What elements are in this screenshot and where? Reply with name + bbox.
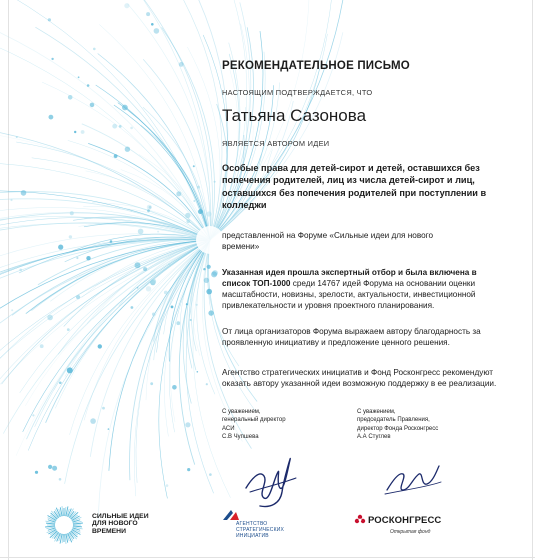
burst-dot	[193, 200, 195, 202]
burst-dot	[172, 385, 177, 390]
signatory-line: председатель Правления,	[357, 417, 430, 424]
forum-logo-line: СИЛЬНЫЕ ИДЕИ	[92, 513, 149, 520]
burst-dot	[186, 303, 188, 305]
expert-rest-text: среди 14767 идей Форума на основании оценки масштабности, новизны, зрелости, актуальности, инвестиционной привлекательности и уровня проектного планирования.	[222, 279, 476, 310]
burst-dot	[185, 213, 190, 218]
burst-dot	[51, 58, 53, 60]
burst-dot	[10, 199, 12, 201]
burst-dot	[21, 190, 27, 196]
burst-dot	[69, 235, 72, 238]
burst-dot	[204, 278, 209, 283]
burst-dot	[150, 382, 153, 385]
burst-dot	[130, 127, 133, 130]
burst-dot	[90, 103, 95, 108]
burst-dot	[208, 310, 213, 315]
agency-logo-line: АГЕНТСТВО	[236, 521, 268, 527]
burst-dot	[102, 407, 105, 410]
burst-dot	[147, 209, 150, 212]
burst-dot	[90, 418, 96, 424]
burst-dot	[203, 268, 205, 270]
burst-dot	[154, 28, 160, 34]
forum-logo-text	[92, 513, 172, 535]
agency-logo	[222, 508, 332, 548]
burst-dot	[119, 125, 122, 128]
burst-dot	[108, 428, 110, 430]
roscongress-subtitle: Открытая фонд	[390, 529, 431, 535]
burst-dot	[197, 371, 199, 373]
expert-paragraph	[222, 267, 492, 311]
burst-dot	[78, 76, 80, 78]
thanks-paragraph: От лица организаторов Форума выражаем автору благодарность за проявленную инициативу и предложение ценного решения.	[222, 327, 481, 347]
burst-dot	[168, 263, 170, 265]
burst-dot	[98, 344, 102, 348]
burst-dot	[131, 210, 133, 212]
burst-dot	[81, 130, 85, 134]
roscongress-flower-icon	[354, 514, 366, 526]
burst-dot	[137, 287, 139, 289]
letter-title: РЕКОМЕНДАТЕЛЬНОЕ ПИСЬМО	[222, 60, 410, 72]
burst-dot	[49, 115, 54, 120]
burst-dot	[40, 344, 44, 348]
burst-dot	[16, 136, 18, 138]
burst-dot	[206, 289, 212, 295]
forum-ring-icon	[44, 505, 84, 545]
burst-ray	[3, 240, 210, 434]
agency-logo-line: ИНИЦИАТИВ	[236, 532, 269, 539]
signatory-line: С уважением,	[357, 409, 396, 415]
burst-dot	[48, 465, 52, 469]
burst-dot	[125, 147, 130, 152]
burst-dot	[209, 473, 212, 476]
signatory-line: А.А Стуглев	[357, 434, 391, 441]
burst-ray	[0, 35, 210, 240]
burst-dot	[70, 211, 74, 215]
burst-dot	[214, 181, 216, 183]
burst-dot	[76, 257, 78, 259]
burst-dot	[19, 269, 22, 272]
burst-dot	[35, 471, 38, 474]
burst-ray	[136, 240, 210, 483]
roscongress-logo	[354, 514, 484, 544]
burst-dot	[86, 256, 90, 260]
burst-dot	[206, 383, 208, 385]
burst-dot	[32, 414, 34, 416]
burst-dot	[186, 219, 190, 223]
burst-dot	[206, 211, 211, 216]
burst-dot	[166, 484, 169, 487]
burst-dot	[131, 306, 134, 309]
burst-dot	[176, 321, 180, 325]
burst-dot	[146, 12, 150, 16]
signatory-line: С.В Чупшева	[222, 434, 259, 441]
burst-dot	[138, 229, 144, 235]
burst-dot	[124, 3, 129, 8]
burst-ray	[0, 239, 210, 311]
burst-dot	[87, 84, 90, 87]
signatory-line: АСИ	[222, 425, 235, 432]
person-name: Татьяна Сазонова	[222, 106, 367, 125]
burst-dot	[74, 131, 76, 133]
burst-ray	[16, 142, 210, 240]
forum-logo-line: ДЛЯ НОВОГО	[92, 520, 138, 528]
roscongress-name: РОСКОНГРЕСС	[368, 515, 442, 526]
burst-ray	[104, 0, 210, 240]
burst-dot	[122, 105, 128, 111]
burst-dot	[11, 309, 13, 311]
burst-ray	[0, 199, 210, 240]
burst-dot	[67, 328, 70, 331]
burst-dot	[47, 315, 53, 321]
burst-dot	[93, 48, 96, 51]
signatory-asi	[222, 408, 352, 442]
forum-logo	[44, 505, 184, 550]
agency-logo-line: СТРАТЕГИЧЕСКИХ	[236, 526, 285, 533]
burst-dot	[187, 468, 190, 471]
burst-dot	[151, 23, 154, 26]
burst-dot	[152, 313, 155, 316]
burst-dot	[59, 382, 62, 385]
burst-dot	[196, 304, 198, 306]
burst-dot	[143, 267, 147, 271]
agency-arrow-icon	[222, 508, 240, 522]
burst-dot	[52, 466, 57, 471]
burst-dot	[198, 209, 203, 214]
burst-dot	[147, 205, 152, 210]
burst-dot	[211, 271, 217, 277]
burst-dot	[190, 319, 192, 321]
burst-dot	[185, 422, 190, 427]
forum-logo-line: ВРЕМЕНИ	[92, 527, 126, 535]
burst-dot	[67, 367, 73, 373]
author-text: ЯВЛЯЕТСЯ АВТОРОМ ИДЕИ	[222, 139, 330, 148]
idea-title: Особые права для детей-сирот и детей, оставшихся без попечения родителей, лиц из числа детей-сирот и лиц, оставшихся без попечения родителей при поступлении в колледжи	[222, 163, 487, 211]
burst-dot	[146, 286, 151, 291]
burst-dot	[207, 265, 211, 269]
signature-stuglev-icon	[383, 460, 443, 500]
burst-dot	[179, 62, 184, 67]
burst-dot	[193, 165, 195, 167]
burst-dot	[59, 478, 62, 481]
burst-ray	[0, 240, 210, 444]
burst-dot	[48, 18, 51, 21]
burst-dot	[157, 231, 159, 233]
burst-center-glow	[196, 226, 224, 254]
signatory-roscongress	[357, 408, 487, 442]
signatory-line: директор Фонда Росконгресс	[357, 425, 439, 432]
burst-dot	[68, 95, 73, 100]
burst-dot	[197, 186, 200, 189]
agency-logo-text	[236, 522, 326, 539]
presented-text: представленной на Форуме «Сильные идеи для нового времени»	[222, 231, 434, 251]
burst-dot	[112, 124, 117, 129]
burst-dot	[58, 245, 63, 250]
burst-dot	[164, 291, 168, 295]
burst-dot	[171, 306, 174, 309]
recommend-paragraph: Агентство стратегических инициатив и Фонд Росконгресс рекомендуют оказать автору указанной идеи возможную поддержку в ее реализации.	[222, 368, 497, 388]
burst-dot	[135, 262, 141, 268]
burst-dot	[176, 191, 181, 196]
expert-bold-text: Указанная идея прошла экспертный отбор и была включена в список ТОП-1000	[222, 268, 477, 288]
signatory-line: С уважением,	[222, 409, 261, 415]
certify-text: НАСТОЯЩИМ ПОДТВЕРЖДАЕТСЯ, ЧТО	[222, 88, 373, 97]
burst-dot	[76, 295, 80, 299]
signatory-line: генеральный директор	[222, 417, 286, 424]
burst-dot	[114, 154, 118, 158]
signature-chupsheva-icon	[240, 448, 302, 510]
burst-dot	[151, 279, 156, 284]
burst-dot	[110, 240, 113, 243]
